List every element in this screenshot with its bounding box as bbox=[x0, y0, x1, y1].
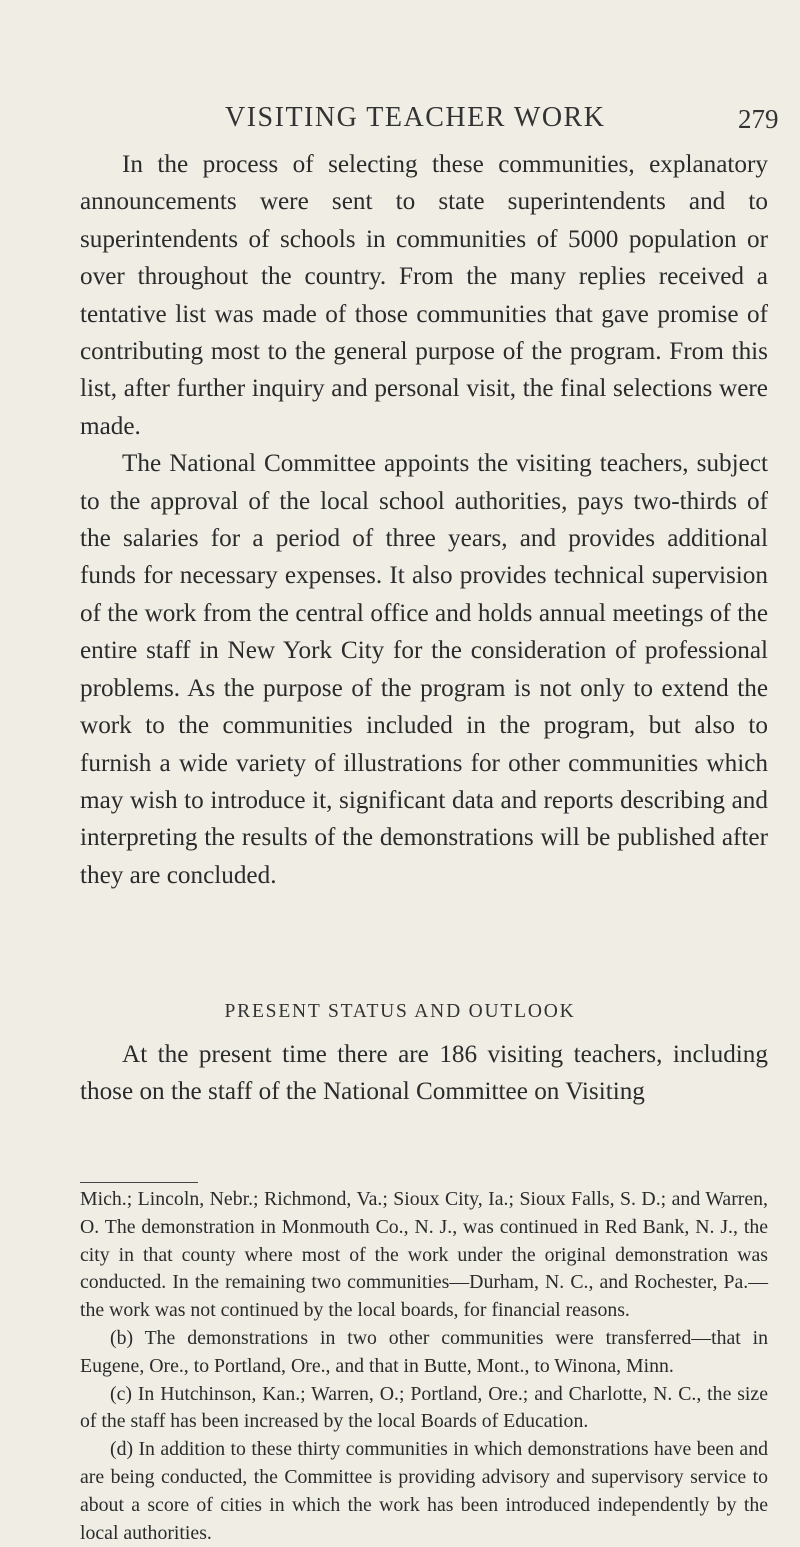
page-number: 279 bbox=[738, 104, 779, 134]
paragraph-present-status: At the present time there are 186 visiting teachers, including those on the staff of the National Committee on Visiting bbox=[80, 1041, 768, 1106]
page-header bbox=[0, 102, 800, 142]
footnote-rule bbox=[80, 1182, 198, 1183]
footnotes bbox=[80, 1186, 768, 1547]
outlook-body bbox=[80, 1036, 768, 1111]
footnote-b: (b) The demonstrations in two other communities were transferred—that in Eugene, Ore., to Portland, Ore., and that in Butte, Mont., to Winona, Minn. bbox=[80, 1326, 768, 1377]
footnote-continued: Mich.; Lincoln, Nebr.; Richmond, Va.; Sioux City, Ia.; Sioux Falls, S. D.; and Warren, O. The demonstration in Monmouth Co., N. J., was continued in Red Bank, N. J., the city in that county where most of the work under the original demonstration was conducted. In the remaining two communities—Durham, N. C., and Rochester, Pa.—the work was not continued by the local boards, for financial reasons. bbox=[80, 1188, 768, 1322]
running-head: VISITING TEACHER WORK bbox=[225, 102, 606, 133]
paragraph-national-committee: The National Committee appoints the visiting teachers, subject to the approval of the local school authorities, pays two-thirds of the salaries for a period of three years, and provides additional funds for necessary expenses. It also provides technical supervision of the work from the central office and holds annual meetings of the entire staff in New York City for the consideration of professional problems. As the purpose of the program is not only to extend the work to the communities included in the program, but also to furnish a wide variety of illustrations for other communities which may wish to introduce it, significant data and reports describing and interpreting the results of the demonstrations will be published after they are concluded. bbox=[80, 450, 768, 889]
main-body bbox=[80, 146, 768, 894]
footnote-c: (c) In Hutchinson, Kan.; Warren, O.; Portland, Ore.; and Charlotte, N. C., the size of the staff has been increased by the local Boards of Education. bbox=[80, 1382, 768, 1433]
footnote-d: (d) In addition to these thirty communities in which demonstrations have been and are being conducted, the Committee is providing advisory and supervisory service to about a score of cities in which the work has been introduced independently by the local authorities. bbox=[80, 1438, 768, 1544]
section-heading: PRESENT STATUS AND OUTLOOK bbox=[224, 1001, 576, 1022]
paragraph-selection-process: In the process of selecting these communities, explanatory announcements were sent to state superintendents and to superintendents of schools in communities of 5000 population or over throughout the country. From the many replies received a tentative list was made of those communities that gave promise of contributing most to the general purpose of the program. From this list, after further inquiry and personal visit, the final selections were made. bbox=[80, 151, 768, 440]
